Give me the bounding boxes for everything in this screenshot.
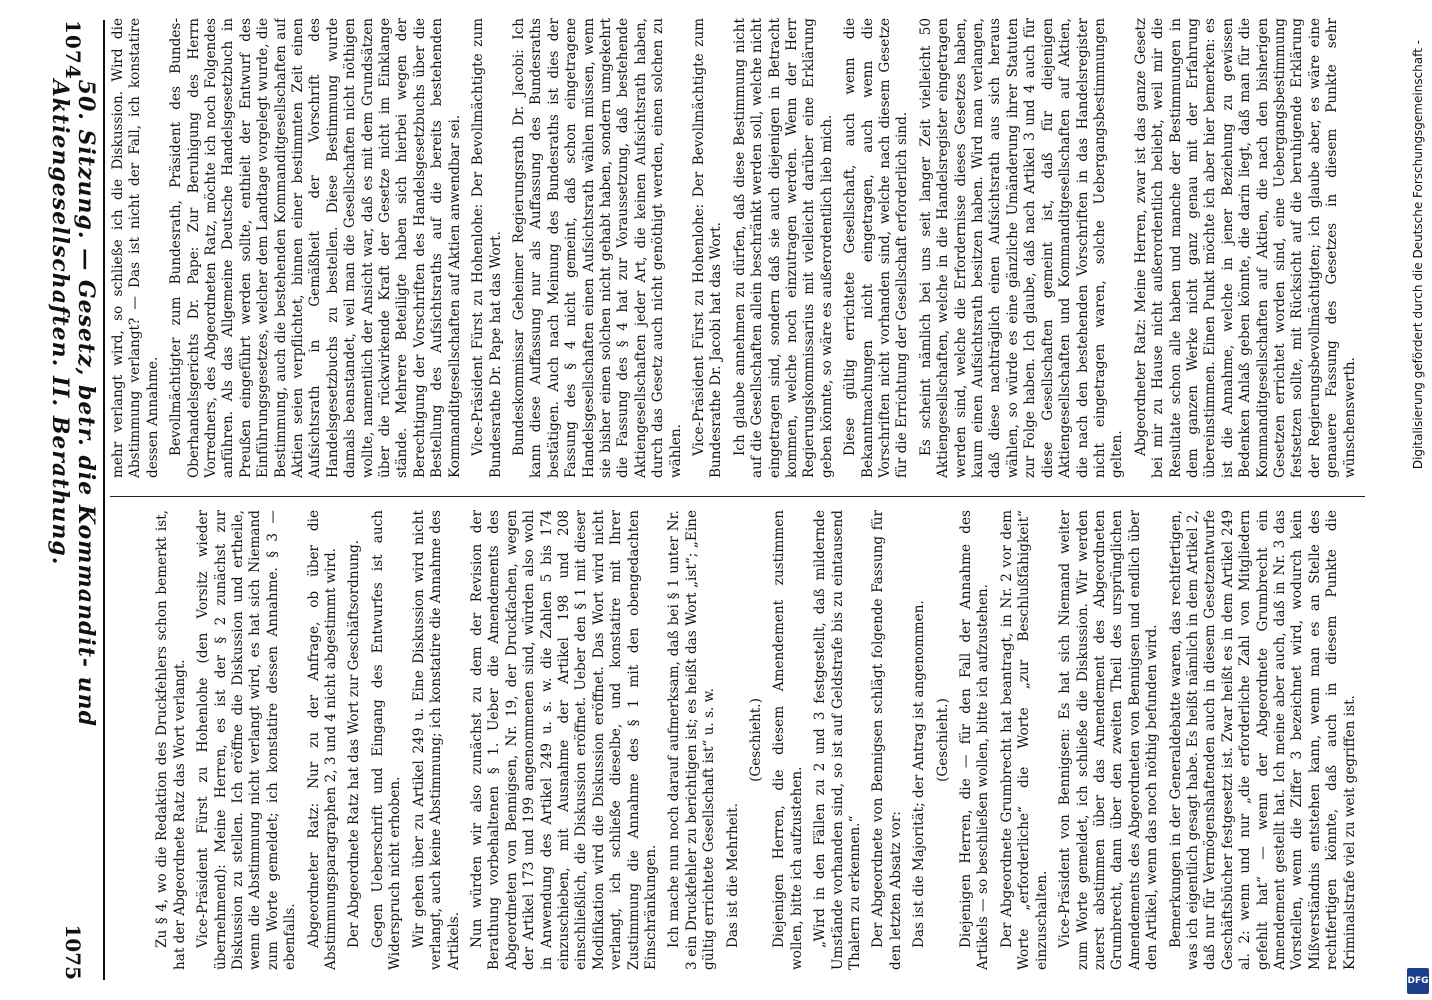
- dfg-logo: DFG: [1407, 968, 1429, 994]
- header-title: 50. Sitzung. — Gesetz, betr. die Kommandit- und Aktiengesellschaften. II. Berathung.: [47, 79, 99, 728]
- paragraph: „Wird in den Fällen zu 2 und 3 festgestellt, daß mildernde Umstände vorhanden sind, so ist auf Geldstrafe bis zu eintausend Thalern zu erkennen.“: [812, 510, 864, 970]
- paragraph: Gegen Ueberschrift und Eingang des Entwurfes ist auch Widerspruch nicht erhoben.: [369, 510, 404, 970]
- paragraph: mehr verlangt wird, so schließe ich die Diskussion. Wird die Abstimmung verlangt? — Das ist nicht der Fall, ich konstatire dessen Annahme.: [110, 18, 161, 478]
- paragraph: Der Abgeordnete Ratz hat das Wort zur Geschäftsordnung.: [346, 539, 363, 948]
- left-page-number: 1074: [61, 20, 85, 80]
- paragraph: Bevollmächtigter zum Bundesrath, Präsident des Bundes-Oberhandelsgerichts Dr. Pape: Zur Beruhigung des Herrn Vorredners, des Abgeordneten Ratz, möchte ich noch Folgendes anführen. Als das Allgemeine Deutsche Handelsgesetzbuch in Preußen eingeführt werden sollte, enthielt der Entwurf des Einführungsgesetzes, welcher dem Landtage vorgelegt wurde, die Bestimmung, auch die bestehenden Kommanditgesellschaften auf Aktien seien verpflichtet, binnen einer bestimmten Zeit einen Aufsichtsrath in Gemäßheit der Vorschrift des Handelsgesetzbuchs zu bestellen. Diese Bestimmung wurde damals beanstandet, weil man die Gesellschaften nicht nöthigen wollte, namentlich der Ansicht war, daß es mit dem Grundsätzen über die rückwirkende Kraft der Gesetze nicht im Einklange stände. Mehrere Beteiligte haben sich hierbei wegen der Berechtigung der Vorschriften des Handelsgesetzbuchs über die Bestellung des Aufsichtsraths auf die bereits bestehenden Kommanditgesellschaften auf Aktien anwendbar sei.: [168, 18, 463, 478]
- paragraph: Ich glaube annehmen zu dürfen, daß diese Bestimmung nicht auf die Gesellschaften allein beschränkt werden soll, welche nicht eingetragen sind, sondern daß sie auch diejenigen in Betracht kommen, welche noch einzutragen werden. Wenn der Herr Regierungskommissarius mit vielleicht darüber eine Erklärung geben könnte, so wäre es außerordentlich lieb mich.: [731, 18, 835, 478]
- paragraph: Vice-Präsident Fürst zu Hohenlohe: Der Bevollmächtigte zum Bundesrathe Dr. Pape hat das Wort.: [470, 18, 504, 478]
- header-rule: [103, 20, 105, 980]
- paragraph: Diejenigen Herren, die diesem Amendement zustimmen wollen, bitte ich aufzustehen.: [771, 510, 805, 970]
- paragraph: Der Abgeordnete von Bennigsen schlägt folgende Fassung für den letzten Absatz vor:: [870, 510, 904, 970]
- session-label: 50. Sitzung.: [73, 79, 99, 240]
- page-header: [47, 20, 99, 980]
- digitization-credit: Digitalisierung gefördert durch die Deutsche Forschungsgemeinschaft -: [1411, 40, 1425, 470]
- paragraph: Vice-Präsident von Bennigsen: Es hat sich Niemand weiter zum Worte gemeldet, ich schließe die Diskussion. Wir werden zuerst abstimmen über das Amendement des Abgeordneten Grumbrecht, dann über den zweiten Theil des ursprünglichen Amendements des Abgeordneten von Bennigsen und endlich über den Artikel, wenn das noch nöthig befunden wird.: [1057, 510, 1161, 970]
- right-page-number: 1075: [61, 924, 85, 980]
- paragraph: Abgeordneter Ratz: Nur zu der Anfrage, ob über die Abstimmungsparagraphen 2, 3 und 4 nicht abgestimmt wird.: [305, 510, 340, 970]
- column-divider: [110, 496, 1365, 497]
- paragraph: Vice-Präsident Fürst zu Hohenlohe: Der Bevollmächtigte zum Bundesrathe Dr. Jacobi hat das Wort.: [690, 18, 725, 478]
- paragraph: Wir gehen über zu Artikel 249 u. Eine Diskussion wird nicht verlangt, auch keine Abstimmung; ich konstatire die Annahme des Artikels.: [410, 510, 462, 970]
- left-text-column: [110, 510, 1365, 970]
- paragraph: Der Abgeordnete Grumbrecht hat beantragt, in Nr. 2 vor dem Worte „erforderliche“ die Worte „zur Beschlußfähigkeit“ einzuschalten.: [998, 510, 1050, 970]
- paragraph: Diejenigen Herren, die — für den Fall der Annahme des Artikels — so beschließen wollen, bitte ich aufzustehen.: [958, 510, 992, 970]
- paragraph: (Geschieht.): [934, 698, 951, 782]
- paragraph: Abgeordneter Ratz: Meine Herren, zwar ist das ganze Gesetz bei mir zu Hause nicht außerordentlich beliebt, weil mir die Resultate schon alle haben und manche der Bestimmungen in dem ganzen Werke nicht ganz genau mit der Erfahrung übereinstimmen. Einen Punkt möchte ich aber hier bemerken: es ist die Annahme, welche in jener Beziehung zu gewissen Bedenken Anlaß geben könnte, die darin liegt, daß man für die Kommanditgesellschaften auf Aktien, die nach den bisherigen Gesetzen errichtet worden sind, eine Uebergangsbestimmung festsetzen sollte, mit Rücksicht auf die beruhigende Erklärung der Regierungsbevollmächtigten; ich glaube aber, es wäre eine genauere Fassung des Gesetzes in diesem Punkte sehr wünschenswerth.: [1132, 18, 1358, 478]
- paragraph: Vice-Präsident Fürst zu Hohenlohe (den Vorsitz wieder übernehmend): Meine Herren, es ist der § 2 zunächst zur Diskussion zu stellen. Ich eröffne die Diskussion und ertheile, wenn die Abstimmung nicht verlangt wird, es hat sich Niemand zum Worte gemeldet; ich konstatire dessen Annahme. § 3 — ebenfalls.: [195, 510, 299, 970]
- footer-strip: [1404, 0, 1432, 1000]
- paragraph: Zu § 4, wo die Redaktion des Druckfehlers schon bemerkt ist, hat der Abgeordnete Ratz das Wort verlangt.: [154, 510, 188, 970]
- paragraph: Es scheint nämlich bei uns seit langer Zeit vielleicht 50 Aktiengesellschaften, welche in die Handelsregister eingetragen werden sind, welche die Erfordernisse dieses Gesetzes haben, kaum einen Aufsichtsrath besitzen haben. Wird man verlangen, daß diese nachträglich einen Aufsichtsrath aus sich heraus wählen, so würde es eine gänzliche Umänderung ihrer Statuten zur Folge haben. Ich glaube, daß nach Artikel 3 und 4 auch für diese Gesellschaften gemeint ist, daß für diejenigen Aktiengesellschaften und Kommanditgesellschaften auf Aktien, die nach den bestehenden Vorschriften in das Handelsregister nicht eingetragen waren, solche Uebergangsbestimmungen gelten.: [917, 18, 1126, 478]
- paragraph: Nun würden wir also zunächst zu dem der Revision der Berathung vorbehaltenen § 1. Ueber die Amendements des Abgeordneten von Bennigsen, Nr. 19, der Druckfachen, wegen der Artikel 173 und 199 angenommenen sind, würden also wohl in Anwendung des Artikel 249 u. s. w. die Zahlen 5 bis 174 einzuschieben, mit Ausnahme der Artikel 198 und 208 einschließlich, die Diskussion eröffnet. Ueber den § 1 mit dieser Modifikation wird die Diskussion eröffnet. Das Wort wird nicht verlangt, ich schließe dieselbe, und konstatire mit Ihrer Zustimmung die Annahme des § 1 mit den obengedachten Einschränkungen.: [468, 510, 659, 970]
- right-text-column: [110, 18, 1365, 478]
- law-title: Gesetz, betr. die Kommandit- und Aktiengesellschaften. II. Berathung.: [47, 79, 99, 728]
- paragraph: Diese gültig errichtete Gesellschaft, auch wenn die Bekanntmachungen nicht eingetragen, auch wenn die Vorschriften nicht vorhanden sind, welche nach diesem Gesetze für die Errichtung der Gesellschaft erforderlich sind.: [842, 18, 911, 478]
- paragraph: (Geschieht.): [748, 698, 764, 782]
- paragraph: Das ist die Majorität; der Antrag ist angenommen.: [911, 600, 928, 948]
- paragraph: Das ist die Mehrheit.: [724, 803, 741, 948]
- paragraph: Bundeskommissar Geheimer Regierungsrath Dr. Jacobi: Ich kann diese Auffassung nur als Auffassung des Bundesraths bestätigen. Auch nach Meinung des Bundesraths ist dies der Fassung des § 4 nicht gemeint, daß schon eingetragene Handelsgesellschaften einen Aufsichtsrath wählen müssen, wenn sie bisher einen solchen nicht gehabt haben, sondern umgekehrt die Fassung des § 4 hat zur Voraussetzung, daß bestehende Aktiengesellschaften jeder Art, die keinen Aufsichtsrath haben, durch das Gesetz auch nicht genöthigt werden, einen solchen zu wählen.: [510, 18, 684, 478]
- paragraph: Ich mache nun noch darauf aufmerksam, daß bei § 1 unter Nr. 3 ein Druckfehler zu berichtigen ist; es heißt das Wort „ist“; „Eine gültig errichtete Gesellschaft ist“ u. s. w.: [666, 510, 718, 970]
- paragraph: Bemerkungen in der Generaldebatte waren, das rechtfertigen, was ich eigentlich gesagt habe. Es heißt nämlich in dem Artikel 2, daß nur für Vermögenshaftenden auch in diesem Gesetzentwurfe Geschäftsbücher festgesetzt ist. Zwar heißt es in dem Artikel 249 al. 2: wenn und nur „die erforderliche Zahl von Mitgliedern gefehlt hat“ — wenn der Abgeordnete Grumbrecht ein Amendement gestellt hat. Ich meine aber auch, daß in Nr. 3 das Vorstellen, wenn die Ziffer 3 bezeichnet wird, wodurch kein Mißverständnis entstehen kann, wenn man es an Stelle des rechtfertigen könnte, daß auch in diesem Punkte die Kriminalstrafe viel zu weit gegriffen ist.: [1167, 510, 1358, 970]
